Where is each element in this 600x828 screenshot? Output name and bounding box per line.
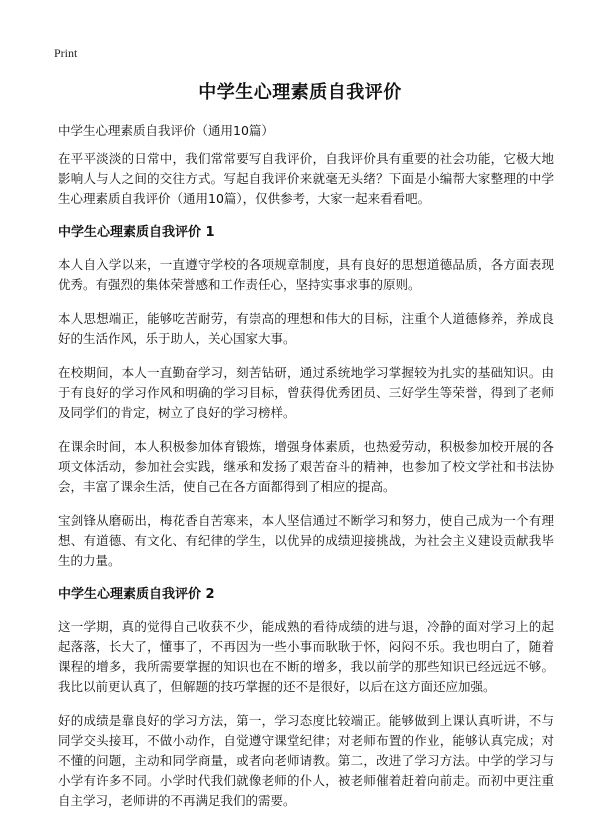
document-title: 中学生心理素质自我评价 [198,82,402,103]
section-paragraph: 在校期间，本人一直勤奋学习，刻苦钻研，通过系统地学习掌握较为扎实的基础知识。由于有良好的学习作风和明确的学习目标，曾获得优秀团员、三好学生等荣誉，得到了老师及同学们的肯定，树立了良好的学习榜样。 [58,365,554,420]
section-paragraph: 这一学期，真的觉得自己收获不少，能成熟的看待成绩的进与退，冷静的面对学习上的起起落落，长大了，懂事了，不再因为一些小事而耿耿于怀，闷闷不乐。我也明白了，随着课程的增多，我所需要掌握的知识也在不断的增多，我以前学的那些知识已经远远不够。我比以前更认真了，但解题的技巧掌握的还不是很好，以后在这方面还应加强。 [58,619,554,694]
document-body [58,149,554,825]
document-subtitle: 中学生心理素质自我评价（通用10篇） [58,123,274,138]
section-heading: 中学生心理素质自我评价 2 [58,587,215,602]
intro-paragraph: 在平平淡淡的日常中，我们常常要写自我评价，自我评价具有重要的社会功能，它极大地影响人与人之间的交往方式。写起自我评价来就毫无头绪？下面是小编帮大家整理的中学生心理素质自我评价（通用10篇），仅供参考，大家一起来看看吧。 [58,151,554,206]
section-paragraph: 本人思想端正，能够吃苦耐劳，有崇高的理想和伟大的目标，注重个人道德修养，养成良好的生活作风，乐于助人，关心国家大事。 [58,311,554,346]
print-link[interactable]: Print [54,46,78,60]
section-heading: 中学生心理素质自我评价 1 [58,225,215,240]
section-paragraph: 宝剑锋从磨砺出，梅花香自苦寒来，本人坚信通过不断学习和努力，使自己成为一个有理想、有道德、有文化、有纪律的学生，以优异的成绩迎接挑战，为社会主义建设贡献我毕生的力量。 [58,513,554,568]
section-paragraph: 本人自入学以来，一直遵守学校的各项规章制度，具有良好的思想道德品质，各方面表现优秀。有强烈的集体荣誉感和工作责任心，坚持实事求事的原则。 [58,257,554,292]
section-1 [58,223,554,571]
section-paragraph: 好的成绩是靠良好的学习方法，第一，学习态度比较端正。能够做到上课认真听讲，不与同学交头接耳，不做小动作，自觉遵守课堂纪律；对老师布置的作业，能够认真完成；对不懂的问题，主动和同学商量，或者向老师请教。第二，改进了学习方法。中学的学习与小学有许多不同。小学时代我们就像老师的仆人，被老师催着赶着向前走。而初中更注重自主学习，老师讲的不再满足我们的需要。 [58,713,554,808]
section-paragraph: 在课余时间，本人积极参加体育锻炼，增强身体素质，也热爱劳动，积极参加校开展的各项文体活动，参加社会实践，继承和发扬了艰苦奋斗的精神，也参加了校文学社和书法协会，丰富了课余生活，使自己在各方面都得到了相应的提高。 [58,439,554,494]
section-2 [58,585,554,811]
